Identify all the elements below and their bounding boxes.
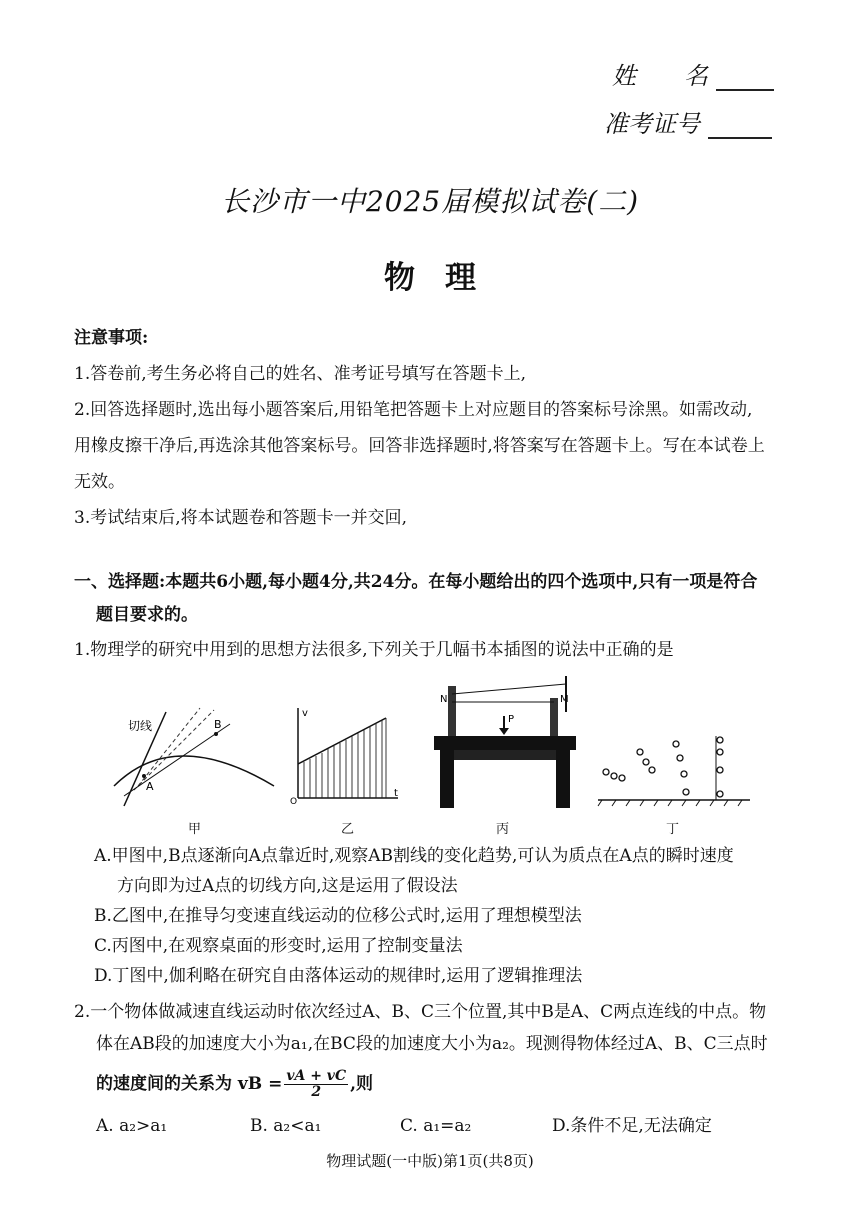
figure-ding-ground-hatch (598, 800, 742, 806)
exam-id-blank-line (708, 115, 772, 139)
figure-bing-leg-left (440, 750, 454, 808)
fraction-numerator: vA + vC (286, 1068, 347, 1084)
figure-ding-caption: 丁 (666, 822, 680, 837)
notice-item-2-line-2: 用橡皮擦干净后,再选涂其他答案标号。回答非选择题时,将答案写在答题卡上。写在本试卷上 (74, 436, 765, 456)
fraction-denominator: 2 (311, 1084, 322, 1100)
notice-item-2-line-3: 无效。 (74, 472, 125, 492)
figure-yi-rectangles (304, 718, 386, 798)
question-1-option-a-line-1: A.甲图中,B点逐渐向A点靠近时,观察AB割线的变化趋势,可认为质点在A点的瞬时速度 (94, 846, 734, 866)
question-1-option-c: C.丙图中,在观察桌面的形变时,运用了控制变量法 (94, 936, 463, 956)
figure-yi-caption: 乙 (341, 822, 355, 837)
question-2-line-3-prefix: 的速度间的关系为 vB = (96, 1074, 283, 1094)
notice-item-3: 3.考试结束后,将本试题卷和答题卡一并交回, (74, 508, 408, 528)
section-1-heading-line-2: 题目要求的。 (96, 605, 198, 625)
figure-jia-point-a (142, 774, 146, 778)
notice-heading: 注意事项: (74, 328, 149, 348)
velocity-fraction (284, 1069, 348, 1100)
figure-jia-curve (114, 756, 274, 786)
question-2-option-a: A. a₂>a₁ (96, 1116, 168, 1136)
figure-bing-label-n: N (440, 694, 448, 705)
figure-jia-tangent-label: 切线 (128, 719, 153, 733)
name-blank-line (716, 67, 774, 91)
figure-ding-falling-balls (603, 737, 723, 797)
figure-bing-force-arrowhead (499, 728, 509, 735)
page-footer: 物理试题(一中版)第1页(共8页) (326, 1152, 534, 1170)
figure-jia-caption: 甲 (188, 822, 202, 837)
figure-bing-mirror-m (550, 698, 558, 736)
figure-jia-label-a: A (146, 780, 154, 793)
exam-title: 长沙市一中2025届模拟试卷(二) (220, 185, 640, 218)
question-2-option-c: C. a₁=a₂ (400, 1116, 472, 1136)
name-field-row (612, 56, 774, 91)
figure-bing-apron (454, 750, 556, 760)
figure-bing-label-p: P (508, 714, 515, 725)
name-label: 姓 名 (612, 62, 708, 90)
figure-yi-vt-line (298, 718, 386, 764)
question-2-line-3 (96, 1066, 373, 1102)
figure-bing (434, 672, 576, 810)
figure-jia (104, 706, 280, 808)
question-2-line-2: 体在AB段的加速度大小为a₁,在BC段的加速度大小为a₂。现测得物体经过A、B、C三点时 (96, 1034, 768, 1054)
question-1-option-d: D.丁图中,伽利略在研究自由落体运动的规律时,运用了逻辑推理法 (94, 966, 583, 986)
question-1-option-a-line-2: 方向即为过A点的切线方向,这是运用了假设法 (117, 876, 458, 896)
figure-bing-label-m: M (560, 694, 569, 705)
question-1-option-b: B.乙图中,在推导匀变速直线运动的位移公式时,运用了理想模型法 (94, 906, 582, 926)
question-2-option-b: B. a₂<a₁ (250, 1116, 322, 1136)
figure-bing-light-ray-1 (452, 684, 566, 694)
figure-yi-v-label: v (302, 708, 308, 719)
figure-yi (290, 704, 402, 804)
figure-ding (596, 732, 752, 808)
question-2-option-d: D.条件不足,无法确定 (552, 1116, 712, 1136)
figure-bing-caption: 丙 (496, 822, 510, 837)
figure-jia-label-b: B (214, 718, 222, 731)
section-1-heading-line-1: 一、选择题:本题共6小题,每小题4分,共24分。在每小题给出的四个选项中,只有一项是符合 (74, 572, 758, 592)
figure-jia-point-b (214, 732, 218, 736)
figure-yi-t-label: t (394, 788, 398, 799)
exam-id-label: 准考证号 (604, 110, 700, 138)
notice-item-1: 1.答卷前,考生务必将自己的姓名、准考证号填写在答题卡上, (74, 364, 527, 384)
figure-yi-origin: O (290, 797, 298, 804)
question-2-line-3-suffix: ,则 (350, 1074, 374, 1094)
question-1-stem: 1.物理学的研究中用到的思想方法很多,下列关于几幅书本插图的说法中正确的是 (74, 640, 674, 660)
figure-bing-tabletop (434, 736, 576, 750)
exam-id-field-row (604, 104, 772, 139)
notice-item-2-line-1: 2.回答选择题时,选出每小题答案后,用铅笔把答题卡上对应题目的答案标号涂黑。如需改动, (74, 400, 753, 420)
question-2-line-1: 2.一个物体做减速直线运动时依次经过A、B、C三个位置,其中B是A、C两点连线的中点。物 (74, 1002, 767, 1022)
figure-bing-leg-right (556, 750, 570, 808)
subject-title: 物理 (384, 260, 506, 296)
